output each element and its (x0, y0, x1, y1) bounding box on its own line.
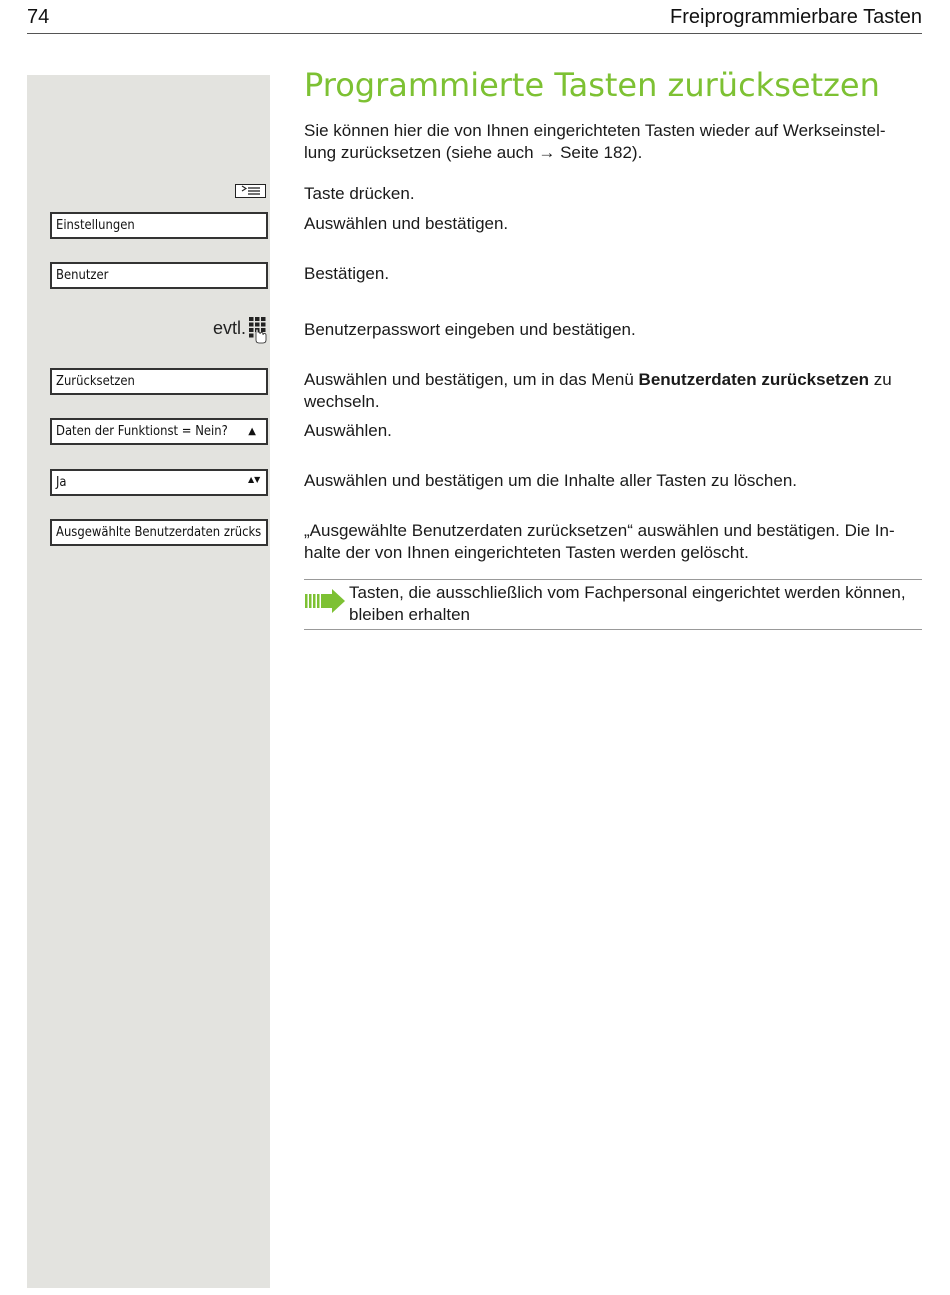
intro-paragraph (304, 120, 922, 163)
menu-name-bold: Benutzerdaten zurücksetzen (638, 370, 870, 389)
page-title: Programmierte Tasten zurücksetzen (304, 66, 880, 104)
step-zuruecksetzen-text-a: Auswählen und bestätigen, um in das Menü (304, 370, 639, 389)
keypad-icon (247, 316, 269, 344)
page-number: 74 (27, 6, 50, 28)
display-zuruecksetzen-label: Zurücksetzen (56, 373, 135, 389)
step-ausgewaehlte-line-2: halte der von Ihnen eingerichteten Tasten werden gelöscht. (304, 542, 749, 562)
step-benutzer-text: Bestätigen. (304, 264, 390, 283)
step-menu-key-text: Taste drücken. (304, 184, 415, 203)
display-ausgewaehlte-benutzerdaten[interactable] (50, 519, 268, 546)
step-zuruecksetzen-text-b: zu wechseln. (304, 370, 892, 411)
scroll-up-down-arrow-icon: ▲▼ (248, 475, 261, 484)
step-einstellungen-text: Auswählen und bestätigen. (304, 214, 509, 233)
arrow-note-icon (304, 588, 346, 614)
display-benutzer-label: Benutzer (56, 267, 109, 283)
note-bottom-rule (304, 629, 922, 630)
display-benutzer[interactable] (50, 262, 268, 289)
display-daten-funktionst[interactable] (50, 418, 268, 445)
section-title: Freiprogrammierbare Tasten (670, 6, 922, 28)
intro-line-2: lung zurücksetzen (siehe auch → Seite 182). (304, 142, 643, 162)
display-ja[interactable] (50, 469, 268, 496)
step-ausgewaehlte-text (304, 520, 922, 563)
step-daten-funktionst-text: Auswählen. (304, 421, 392, 440)
display-einstellungen[interactable] (50, 212, 268, 239)
step-password-text: Benutzerpasswort eingeben und bestätigen. (304, 320, 636, 339)
note-top-rule (304, 579, 922, 580)
display-daten-funktionst-label: Daten der Funktionst = Nein? (56, 423, 228, 439)
header-divider (27, 33, 922, 34)
evtl-label: evtl. (213, 318, 247, 338)
display-column (27, 75, 270, 1288)
menu-key-icon (235, 184, 266, 198)
display-ja-label: Ja (56, 474, 67, 490)
display-ausgewaehlte-label: Ausgewählte Benutzerdaten zrücks (56, 524, 262, 540)
note-text: Tasten, die ausschließlich vom Fachpersonal eingerichtet werden können, bleiben erhalten (349, 583, 906, 624)
step-zuruecksetzen-text (304, 369, 922, 412)
intro-line-1: Sie können hier die von Ihnen eingerichteten Tasten wieder auf Werkseinstel- (304, 121, 886, 140)
scroll-up-arrow-icon: ▲ (248, 426, 256, 437)
step-ja-text: Auswählen und bestätigen um die Inhalte aller Tasten zu löschen. (304, 471, 798, 490)
step-ausgewaehlte-line-1: „Ausgewählte Benutzerdaten zurücksetzen“ auswählen und bestätigen. Die In- (304, 521, 895, 540)
display-einstellungen-label: Einstellungen (56, 217, 135, 233)
display-zuruecksetzen[interactable] (50, 368, 268, 395)
